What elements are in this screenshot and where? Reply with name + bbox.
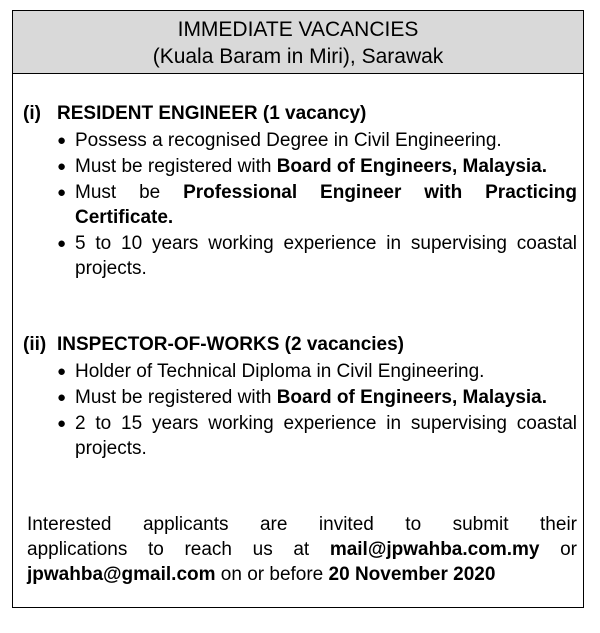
vacancy-count: (2 vacancies) (284, 334, 405, 355)
closing-line: jpwahba@gmail.com on or before 20 November 2020 (27, 564, 496, 585)
section-title-resident-engineer (23, 103, 366, 125)
list-item: ● Must be registered with Board of Engineers, Malaysia. (57, 387, 548, 408)
bullet-icon: ● (57, 363, 67, 380)
list-item: ● 5 to 10 years working experience in supervising coastal projects. (57, 233, 577, 279)
bullet-icon: ● (57, 415, 67, 432)
deadline-date: 20 November 2020 (328, 564, 496, 585)
requirements-list-inspector-of-works (57, 359, 577, 462)
closing-line: Interested applicants are invited to submit their (27, 514, 577, 535)
position-title: INSPECTOR-OF-WORKS (57, 334, 280, 355)
vacancy-count: (1 vacancy) (262, 103, 367, 124)
email-primary[interactable]: mail@jpwahba.com.my (329, 539, 540, 560)
section-numeral: (ii) (23, 334, 47, 355)
list-item: ● Must be registered with Board of Engineers, Malaysia. (57, 156, 548, 177)
header-title: IMMEDIATE VACANCIES (177, 18, 419, 41)
notice-header (13, 11, 583, 74)
list-item: ● Possess a recognised Degree in Civil Engineering. (57, 130, 502, 151)
section-title-inspector-of-works (23, 334, 404, 356)
bullet-icon: ● (57, 158, 67, 175)
application-instructions (27, 512, 577, 587)
email-secondary[interactable]: jpwahba@gmail.com (27, 564, 216, 585)
bullet-icon: ● (57, 389, 67, 406)
position-title: RESIDENT ENGINEER (57, 103, 258, 124)
bullet-icon: ● (57, 184, 67, 201)
list-item: ● 2 to 15 years working experience in supervising coastal projects. (57, 413, 577, 459)
header-location: (Kuala Baram in Miri), Sarawak (152, 45, 444, 68)
vacancy-notice (12, 10, 584, 608)
bullet-icon: ● (57, 132, 67, 149)
list-item: ● Must be Professional Engineer with Practicing Certificate. (57, 182, 577, 228)
bullet-icon: ● (57, 235, 67, 252)
section-numeral: (i) (23, 103, 41, 124)
list-item: ● Holder of Technical Diploma in Civil Engineering. (57, 361, 485, 382)
requirements-list-resident-engineer (57, 128, 577, 282)
closing-line: applications to reach us at mail@jpwahba.com.my or (27, 539, 577, 560)
